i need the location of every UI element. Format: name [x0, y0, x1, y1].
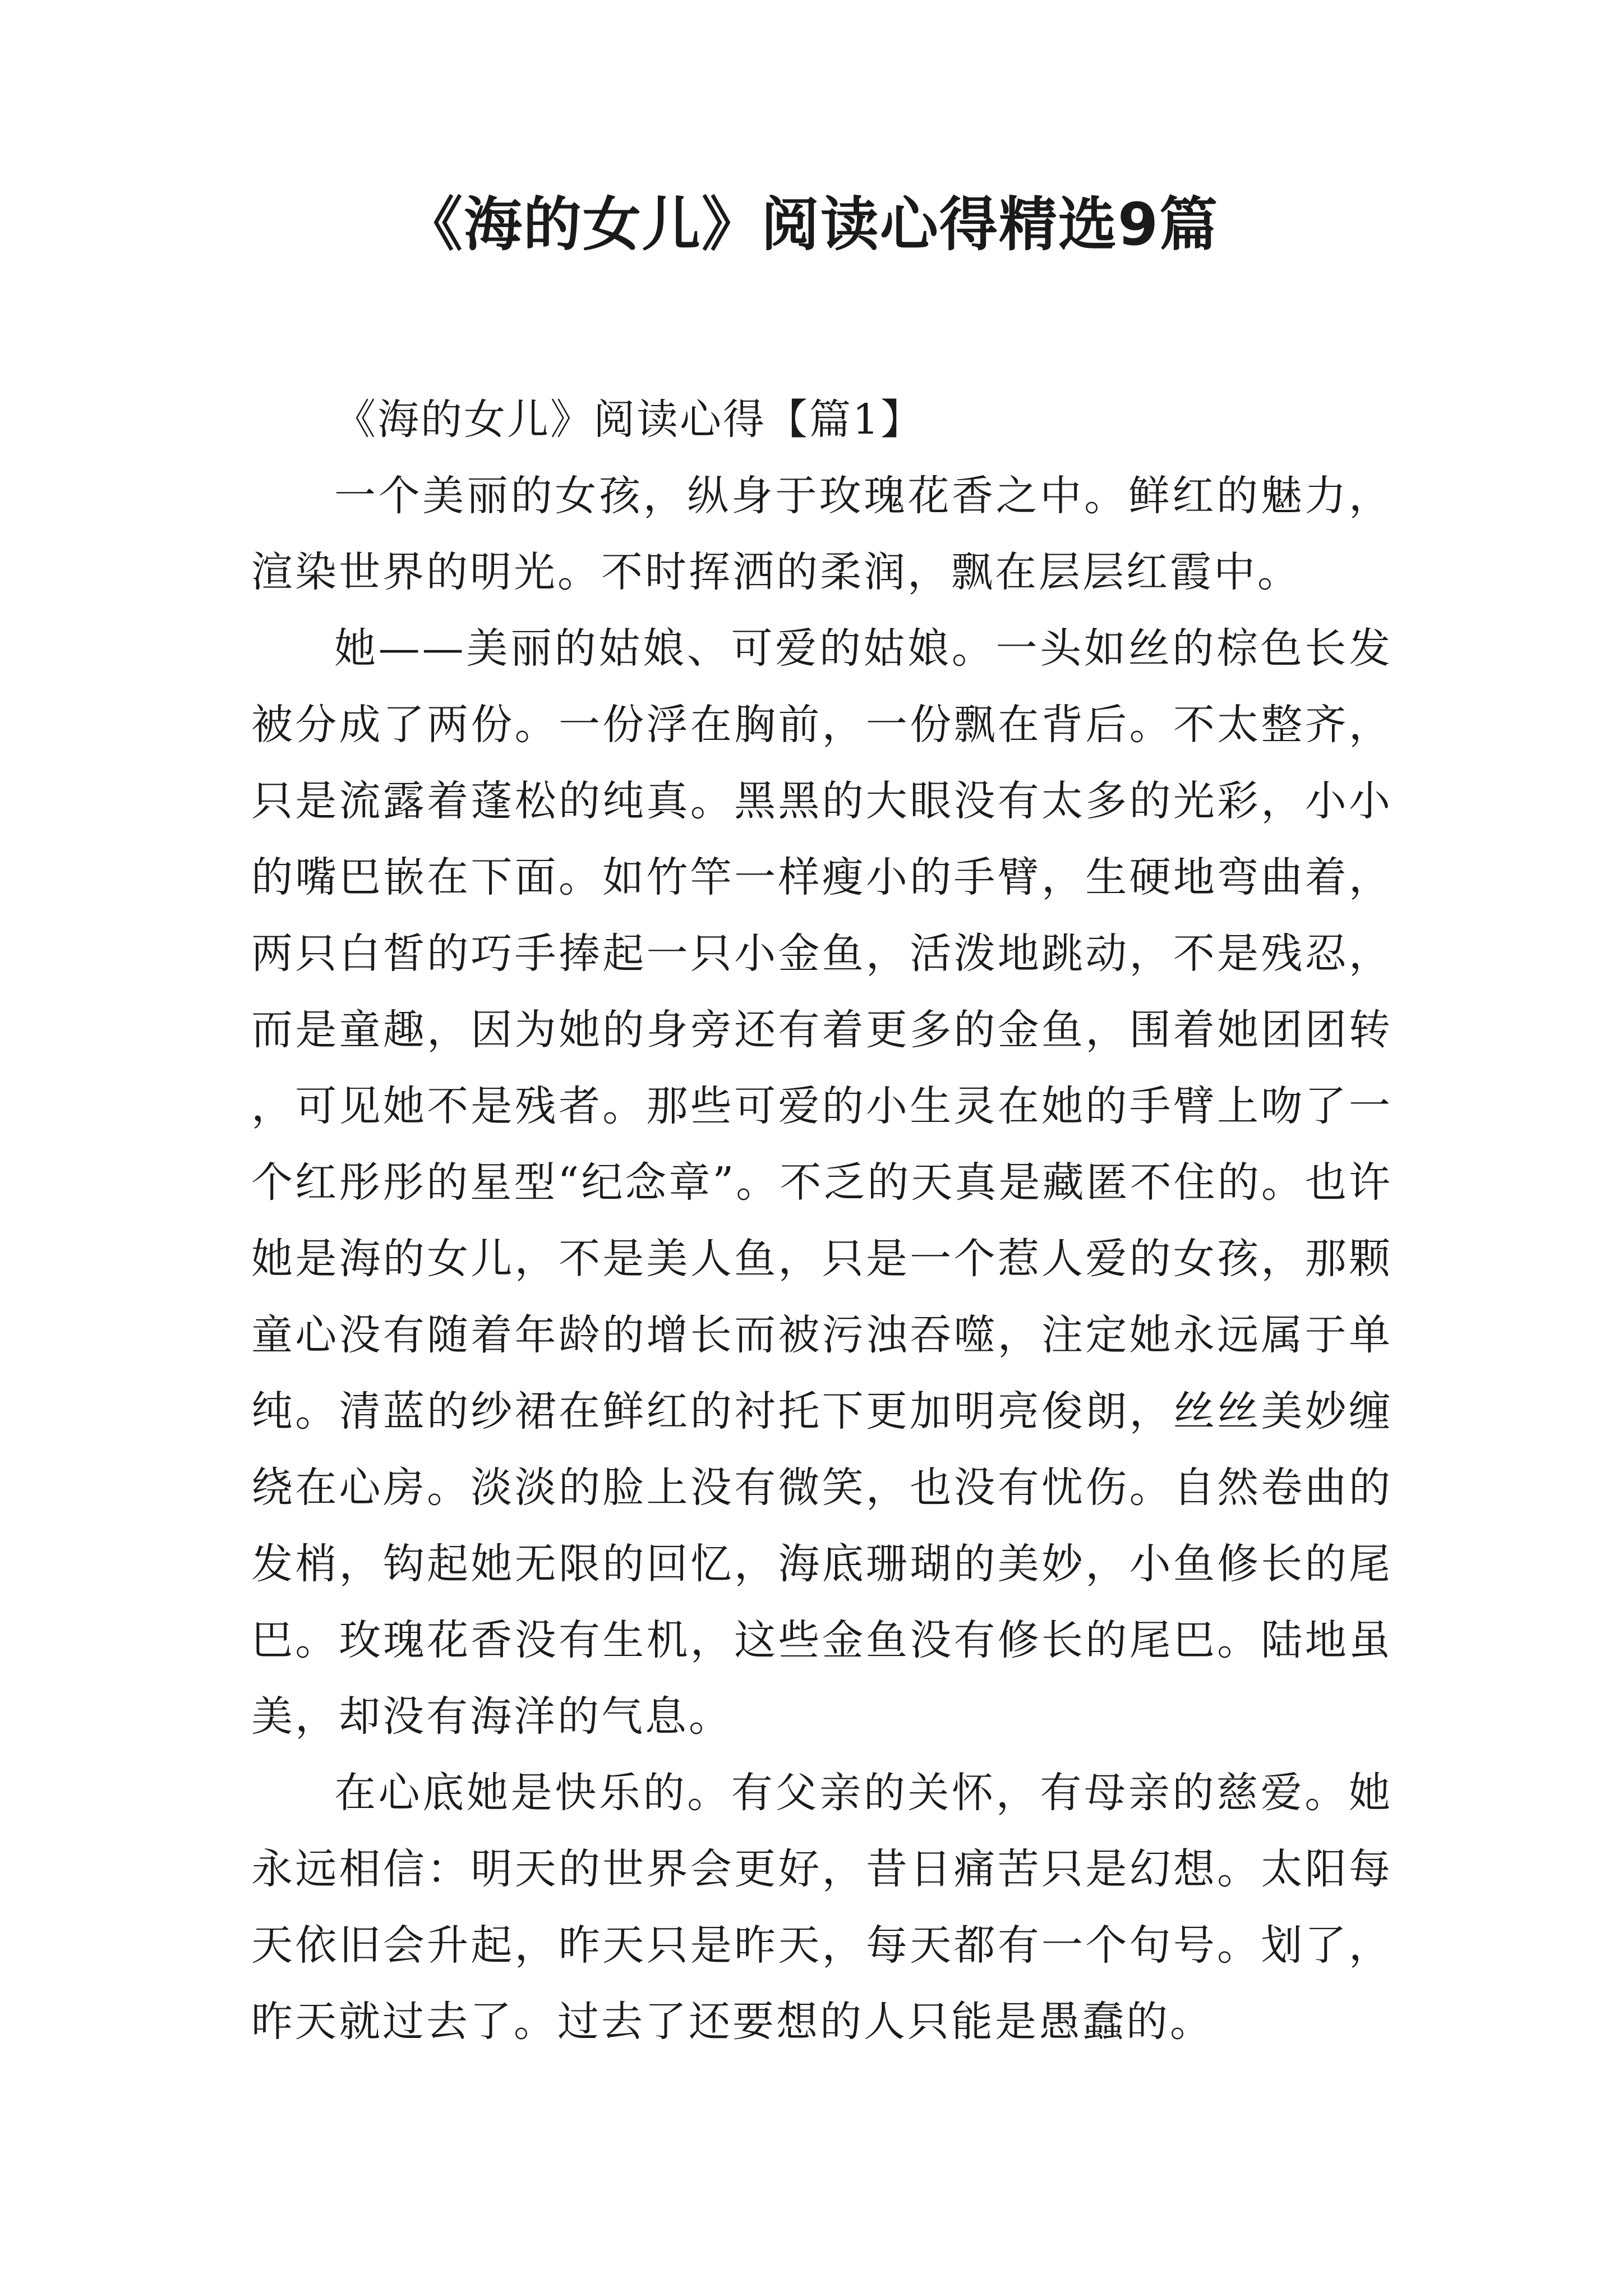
paragraph: 她——美丽的姑娘、可爱的姑娘。一头如丝的棕色长发被分成了两份。一份浮在胸前，一份飘在背后。不太整齐，只是流露着蓬松的纯真。黑黑的大眼没有太多的光彩，小小的嘴巴嵌在下面。如竹竿一样瘦小的手臂，生硬地弯曲着，两只白皙的巧手捧起一只小金鱼，活泼地跳动，不是残忍，而是童趣，因为她的身旁还有着更多的金鱼，围着她团团转，可见她不是残者。那些可爱的小生灵在她的手臂上吻了一个红彤彤的星型“纪念章”。不乏的天真是藏匿不住的。也许她是海的女儿，不是美人鱼，只是一个惹人爱的女孩，那颗童心没有随着年龄的增长而被污浊吞噬，注定她永远属于单纯。清蓝的纱裙在鲜红的衬托下更加明亮俊朗，丝丝美妙缠绕在心房。淡淡的脸上没有微笑，也没有忧伤。自然卷曲的发梢，钩起她无限的回忆，海底珊瑚的美妙，小鱼修长的尾巴。玫瑰花香没有生机，这些金鱼没有修长的尾巴。陆地虽美，却没有海洋的气息。: [251, 624, 1393, 1741]
document-body: [251, 381, 1393, 2060]
document-title: 《海的女儿》阅读心得精选9篇: [404, 190, 1219, 259]
paragraph: 在心底她是快乐的。有父亲的关怀，有母亲的慈爱。她永远相信：明天的世界会更好，昔日痛苦只是幻想。太阳每天依旧会升起，昨天只是昨天，每天都有一个句号。划了，昨天就过去了。过去了还要想的人只能是愚蠢的。: [251, 1769, 1393, 2046]
section-heading: 《海的女儿》阅读心得【篇1】: [334, 395, 924, 444]
paragraph: 一个美丽的女孩，纵身于玫瑰花香之中。鲜红的魅力，渲染世界的明光。不时挥洒的柔润，飘在层层红霞中。: [251, 472, 1393, 596]
